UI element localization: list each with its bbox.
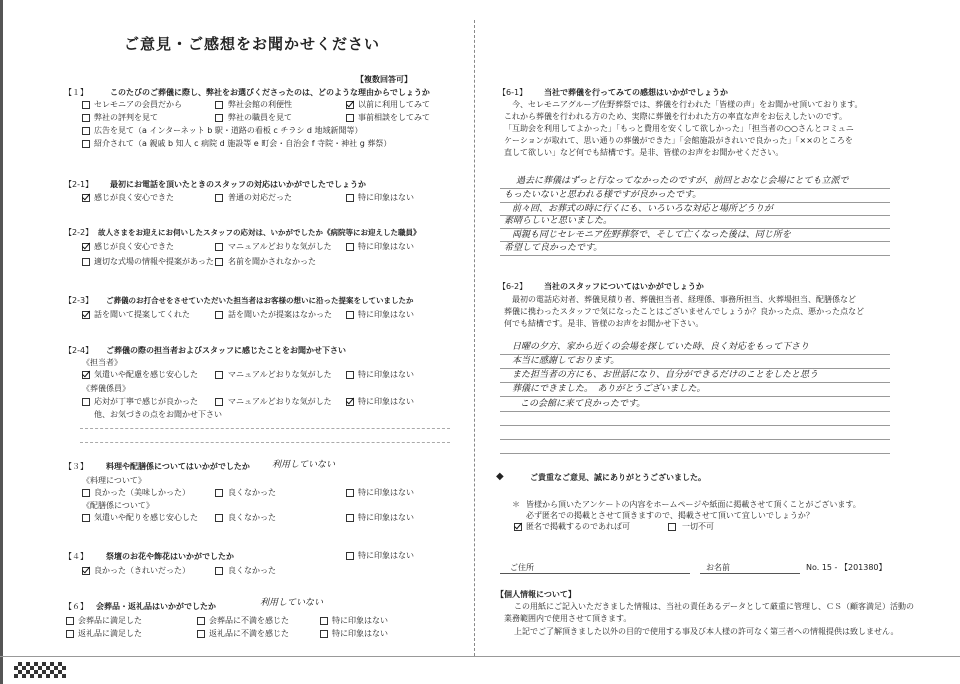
s61-intro-0: 今、セレモニアグループ佐野葬祭では、葬儀を行われた「皆様の声」をお聞かせ頂いております。 [512,100,863,109]
publish-opt1-label: 匿名で掲載するのであれば可 [526,522,630,531]
section-3-num: 【３】 [64,462,88,471]
multi-answer-tag: 【複数回答可】 [356,75,412,84]
s22-opt-3-checkbox[interactable] [82,258,90,266]
s62-line-8 [500,453,890,454]
s24-opt2-2-label: 特に印象はない [358,397,414,406]
s4-opt-1-label: 良くなかった [228,566,276,575]
s1-opt-4-label: 弊社の職員を見て [228,113,292,122]
section-2-1-question: 最初にお電話を頂いたときのスタッフの対応はいかがでしたでしょうか [110,180,366,189]
section-6-2-question: 当社のスタッフについてはいかがでしょうか [544,282,704,291]
s1-opt-0-checkbox[interactable] [82,101,90,109]
s6-opt-0-checkbox[interactable] [66,617,74,625]
s3-opt1-0-checkbox[interactable] [82,489,90,497]
s6-handwritten-note: 利用していない [260,598,324,608]
s62-line-1 [500,354,890,355]
s62-line-7 [500,439,890,440]
s62-hand-3: 葬儀にできました。 ありがとうございました。 [512,384,706,394]
s3-opt1-0-label: 良かった（美味しかった） [94,488,190,497]
s62-line-3 [500,382,890,383]
s3-opt1-2-label: 特に印象はない [358,488,414,497]
section-4-question: 祭壇のお花や飾花はいかがでしたか [106,552,234,561]
s1-opt-1-checkbox[interactable] [215,101,223,109]
section-2-2-question: 故人さまをお迎えにお伺いしたスタッフの応対は、いかがでしたか《病院等にお迎えした職員》 [98,228,421,237]
s1-opt-7-checkbox[interactable] [82,140,90,148]
s61-intro-3: ケーションが取れて、思い通りの葬儀ができた」「会館施設がきれいで良かった」「××のところを [504,136,853,145]
s61-hand-2: 前々回、お葬式の時に行くにも、いろいろな対応と場所どうりが [512,204,774,214]
s62-intro-1: 葬儀に携わったスタッフで気になったことはございませんでしょうか？良かった点、悪かった点など [504,307,865,316]
s6-opt-3-label: 返礼品に満足した [78,629,142,638]
s61-hand-0: 過去に葬儀はずっと行なってなかったのですが、前回とおなじ会場にとても立派で [516,176,849,186]
s1-opt-4-checkbox[interactable] [215,114,223,122]
s1-opt-2-checkbox[interactable] [346,101,354,109]
s61-line-2 [500,202,890,203]
s61-line-5 [500,241,890,242]
s23-opt-0-checkbox[interactable] [82,311,90,319]
privacy-line-3: 上記でご了解頂きました以外の目的で使用する事及び本人様の許可なく第三者への情報提供は致しません。 [514,627,899,636]
s3-opt1-1-label: 良くなかった [228,488,276,497]
s1-opt-0-label: セレモニアの会員だから [94,100,182,109]
s6-opt-3-checkbox[interactable] [66,630,74,638]
s1-opt-6-checkbox[interactable] [82,127,90,135]
s61-line-6 [500,255,890,256]
s24-write-line-2 [80,442,450,443]
thanks-message: ご貴重なご意見、誠にありがとうございました。 [530,473,706,482]
s21-opt-1-checkbox[interactable] [215,194,223,202]
privacy-line-2: 業務範囲内で使用させて頂きます。 [504,614,632,623]
s3-opt1-1-checkbox[interactable] [215,489,223,497]
s6-opt-4-label: 返礼品に不満を感じた [209,629,289,638]
page-title: ご意見・ご感想をお聞かせください [124,35,381,53]
s23-opt-0-label: 話を聞いて提案してくれた [94,310,190,319]
section-2-1-num: 【2-1】 [64,180,94,189]
s22-opt-3-label: 適切な式場の情報や提案があった [94,257,214,266]
s61-intro-4: 直して欲しい」など何でも結構です。是非、皆様のお声をお聞かせください。 [504,148,784,157]
name-line [700,573,800,574]
bottom-rule [0,656,960,657]
s1-opt-3-label: 弊社の評判を見て [94,113,158,122]
s24-opt2-2-checkbox[interactable] [346,398,354,406]
s61-line-4 [500,228,890,229]
s21-opt-2-checkbox[interactable] [346,194,354,202]
section-1-num: 【１】 [64,88,88,97]
section-6-question: 会葬品・返礼品はいかがでしたか [96,602,216,611]
s3-opt2-1-label: 良くなかった [228,513,276,522]
s3-handwritten-note: 利用していない [272,460,336,470]
s24-opt1-1-label: マニュアルどおりな気がした [228,370,332,379]
publish-opt2-checkbox[interactable] [668,523,676,531]
s23-opt-2-checkbox[interactable] [346,311,354,319]
s3-opt2-2-checkbox[interactable] [346,514,354,522]
s61-intro-1: これから葬儀を行われる方のため、実際に葬儀を行われた方の率直な声をお伝えしたいのです。 [504,112,848,121]
page-edge [0,0,3,684]
s62-line-2 [500,368,890,369]
form-code: No. 15 - 【201380】 [806,563,887,572]
s1-opt-3-checkbox[interactable] [82,114,90,122]
s6-opt-0-label: 会葬品に満足した [78,616,142,625]
s24-opt2-1-label: マニュアルどおりな気がした [228,397,332,406]
s21-opt-0-checkbox[interactable] [82,194,90,202]
s6-opt-1-label: 会葬品に不満を感じた [209,616,289,625]
s1-opt-5-label: 事前相談をしてみて [358,113,430,122]
checker-mark [14,662,66,678]
s4-opt-2-checkbox[interactable] [346,552,354,560]
section-6-1-num: 【6-1】 [498,88,528,97]
s24-write-line-1 [80,428,450,429]
s21-opt-1-label: 普通の対応だった [228,193,292,202]
s24-opt2-0-label: 応対が丁寧で感じが良かった [94,397,198,406]
s61-line-1 [500,188,890,189]
section-2-3-question: ご葬儀のお打合せをさせていただいた担当者はお客様の想いに沿った提案をしていましたか [106,296,414,305]
s22-opt-0-label: 感じが良く安心できた [94,242,174,251]
s1-opt-5-checkbox[interactable] [346,114,354,122]
s3-opt2-1-checkbox[interactable] [215,514,223,522]
s1-opt-7-label: 紹介されて（a 親戚 b 知人 c 病院 d 施設等 e 町会・自治会 f 寺院・神社 g 葬祭） [94,139,392,148]
s24-opt1-1-checkbox[interactable] [215,371,223,379]
section-6-1-question: 当社で葬儀を行ってみての感想はいかがでしょうか [544,88,728,97]
s24-opt2-0-checkbox[interactable] [82,398,90,406]
s3-opt2-0-label: 気遣いや配りを感じ安心した [94,513,198,522]
s24-opt1-2-checkbox[interactable] [346,371,354,379]
s23-opt-1-label: 話を聞いたが提案はなかった [228,310,332,319]
section-2-4-num: 【2-4】 [64,346,94,355]
s4-opt-1-checkbox[interactable] [215,567,223,575]
privacy-title: 【個人情報について】 [496,590,576,599]
s6-opt-2-label: 特に印象はない [332,616,388,625]
name-label: お名前 [706,563,730,572]
s22-opt-4-label: 名前を聞かされなかった [228,257,316,266]
section-2-2-num: 【2-2】 [64,228,94,237]
s62-hand-0: 日曜の夕方、家から近くの会場を探していた時、良く対応をもって下さり [512,342,810,352]
publish-opt1-checkbox[interactable] [514,523,522,531]
s3-opt2-0-checkbox[interactable] [82,514,90,522]
s1-opt-6-label: 広告を見て（a インターネット b 駅・道路の看板 c チラシ d 地域新聞等） [94,126,363,135]
center-fold-line [474,20,476,656]
s62-intro-2: 何でも結構です。是非、皆様のお声をお聞かせ下さい。 [504,319,704,328]
publish-q2: 必ず匿名での掲載とさせて頂きますので、掲載させて頂いて宜しいでしょうか？ [526,511,814,520]
s61-intro-2: 「互助会を利用してよかった」「もっと費用を安くして欲しかった」「担当者の○○さんとコミュニ [504,124,854,133]
s24-opt1-0-label: 気遣いや配慮を感じ安心した [94,370,198,379]
s21-opt-2-label: 特に印象はない [358,193,414,202]
section-2-3-num: 【2-3】 [64,296,94,305]
s6-opt-5-label: 特に印象はない [332,629,388,638]
publish-q1: 皆様から頂いたアンケートの内容をホームページや紙面に掲載させて頂くことがございます。 [526,500,861,509]
section-2-4-question: ご葬儀の際の担当者およびスタッフに感じたことをお聞かせ下さい [106,346,346,355]
section-6-2-num: 【6-2】 [498,282,528,291]
s61-hand-5: 希望して良かったです。 [504,243,603,253]
address-label: ご住所 [510,563,534,572]
s1-opt-2-label: 以前に利用してみて [358,100,430,109]
publish-opt2-label: 一切不可 [682,522,714,531]
s62-hand-4: この会館に来て良かったです。 [520,399,646,409]
s61-hand-1: もったいないと思われる様ですが良かったです。 [504,190,702,200]
s3-opt1-2-checkbox[interactable] [346,489,354,497]
section-6-num: 【６】 [64,602,88,611]
s62-line-5 [500,411,890,412]
s61-hand-3: 素晴らしいと思いました。 [504,216,613,226]
s3-sub2: 《配膳係について》 [82,501,154,510]
privacy-line-1: この用紙にご記入いただきました情報は、当社の責任あるデータとして厳重に管理し、ＣＳ（顧客満足）活動の [514,602,914,611]
s61-line-3 [500,215,890,216]
s22-opt-2-label: 特に印象はない [358,242,414,251]
diamond-bullet: ◆ [496,471,504,482]
section-4-num: 【４】 [64,552,88,561]
s62-intro-0: 最初の電話応対者、葬儀見積り者、葬儀担当者、経理係、事務所担当、火葬場担当、配膳係など [512,295,856,304]
s3-sub1: 《料理について》 [82,476,146,485]
s22-opt-2-checkbox[interactable] [346,243,354,251]
s4-opt-0-label: 良かった（きれいだった） [94,566,190,575]
s62-line-6 [500,425,890,426]
s61-hand-4: 両親も同じセレモニア佐野葬祭で、そして亡くなった後は、同じ所を [512,230,791,240]
s6-opt-2-checkbox[interactable] [320,617,328,625]
section-1-question: このたびのご葬儀に際し、弊社をお選びくださったのは、どのような理由からでしょうか [110,88,430,97]
s6-opt-4-checkbox[interactable] [197,630,205,638]
s24-other-prompt: 他、お気づきの点をお聞かせ下さい [94,410,222,419]
s6-opt-1-checkbox[interactable] [197,617,205,625]
s62-hand-2: また担当者の方にも、お世話になり、自分ができるだけのことをしたと思う [512,370,819,380]
s24-opt2-1-checkbox[interactable] [215,398,223,406]
section-3-question: 料理や配膳係についてはいかがでしたか [106,462,250,471]
publish-bullet: ＊ [512,500,520,509]
s22-opt-0-checkbox[interactable] [82,243,90,251]
s22-opt-4-checkbox[interactable] [215,258,223,266]
s21-opt-0-label: 感じが良く安心できた [94,193,174,202]
s24-sub2: 《葬儀係員》 [82,384,130,393]
s22-opt-1-checkbox[interactable] [215,243,223,251]
s3-opt2-2-label: 特に印象はない [358,513,414,522]
s24-opt1-2-label: 特に印象はない [358,370,414,379]
s62-line-4 [500,396,890,397]
s22-opt-1-label: マニュアルどおりな気がした [228,242,332,251]
s4-opt-0-checkbox[interactable] [82,567,90,575]
s4-opt-2-label: 特に印象はない [358,551,414,560]
s6-opt-5-checkbox[interactable] [320,630,328,638]
s24-opt1-0-checkbox[interactable] [82,371,90,379]
s62-hand-1: 本当に感謝しております。 [512,356,620,366]
s24-sub1: 《担当者》 [82,358,122,367]
s23-opt-1-checkbox[interactable] [215,311,223,319]
s1-opt-1-label: 弊社会館の利便性 [228,100,292,109]
s23-opt-2-label: 特に印象はない [358,310,414,319]
address-line [500,573,690,574]
